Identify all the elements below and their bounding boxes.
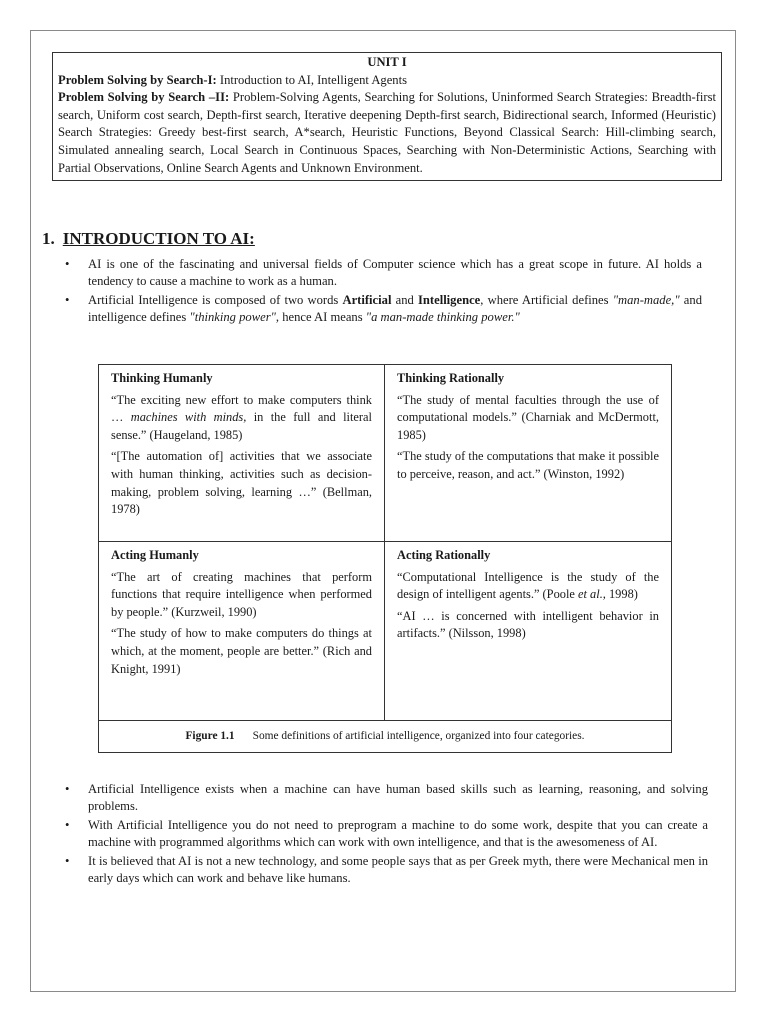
ai-facts-bullet-list [62, 781, 708, 888]
list-item [62, 817, 708, 852]
definition-quote: “The study of how to make computers do things at which, at the moment, people are better.” (Rich and Knight, 1991) [111, 626, 372, 676]
list-item [62, 256, 702, 291]
syllabus-topics-1: Introduction to AI, Intelligent Agents [219, 72, 408, 87]
definition-quote [111, 392, 372, 445]
bullet-text: Artificial Intelligence exists when a machine can have human based skills such as learning, reasoning, and solving problems. [88, 782, 708, 814]
syllabus-heading-1: Problem Solving by Search-I: [58, 72, 217, 87]
cell-title: Acting Rationally [397, 548, 491, 562]
thinking-humanly-cell [99, 365, 385, 542]
bullet-text [88, 293, 702, 324]
section-heading [42, 228, 255, 250]
thinking-rationally-cell [385, 365, 671, 542]
text-run: , where Artificial defines [480, 292, 613, 307]
text-run: 1998) [605, 587, 638, 602]
italic-text: et al., [578, 587, 606, 602]
list-item [62, 853, 708, 888]
cell-title: Thinking Humanly [111, 371, 213, 385]
text-run: and [391, 292, 418, 307]
italic-quote: "a man-made thinking power." [365, 310, 520, 325]
bullet-icon: • [65, 853, 70, 868]
section-title: INTRODUCTION TO AI: [62, 229, 255, 248]
italic-text: machines with minds, [130, 410, 247, 425]
list-item [62, 292, 702, 327]
definition-quote: “AI … is concerned with intelligent behavior in artifacts.” (Nilsson, 1998) [397, 608, 659, 641]
bullet-text: With Artificial Intelligence you do not need to preprogram a machine to do some work, despite that you can create a machine with programmed algorithms which can work with own intelligence, and that is the awesomeness of AI. [88, 817, 708, 850]
syllabus-heading-2: Problem Solving by Search –II: [58, 90, 230, 105]
syllabus-line-2 [58, 89, 716, 177]
bullet-icon: • [65, 257, 70, 271]
text-run: “Computational Intelligence is the study of the design of intelligent agents.” (Poole [397, 569, 659, 602]
acting-rationally-cell [385, 542, 671, 720]
definition-quote: “The art of creating machines that perform functions that require intelligence when performed by people.” (Kurzweil, 1990) [111, 569, 372, 619]
bullet-text: It is believed that AI is not a new technology, and some people says that as per Greek myth, there were Mechanical men in early days which can work and behave like humans. [88, 853, 708, 886]
definition-quote: “[The automation of] activities that we associate with human thinking, activities such as decision-making, problem solving, learning …” (Bellman, 1978) [111, 449, 372, 517]
italic-quote: "thinking power" [189, 310, 276, 325]
definition-quote: “The study of the computations that make it possible to perceive, reason, and act.” (Winston, 1992) [397, 449, 659, 481]
bullet-icon: • [65, 782, 70, 796]
text-run: , hence AI means [275, 310, 366, 325]
text-run: and intelligence defines [88, 292, 702, 325]
bullet-text: AI is one of the fascinating and universal fields of Computer science which has a great scope in future. AI holds a tendency to cause a machine to work as a human. [88, 257, 702, 289]
caption-label: Figure 1.1 [185, 730, 235, 742]
definition-quote [397, 569, 659, 604]
cell-title: Acting Humanly [111, 548, 199, 562]
bold-term: Intelligence [418, 292, 481, 307]
acting-humanly-cell [99, 542, 385, 720]
text-run: Artificial Intelligence is composed of two words [88, 292, 343, 307]
cell-title: Thinking Rationally [397, 371, 505, 385]
caption-text: Some definitions of artificial intelligence, organized into four categories. [252, 730, 585, 742]
figure-caption [99, 720, 671, 752]
intro-bullet-list [62, 256, 702, 328]
text-run: “The exciting new effort to make computers think … [111, 392, 372, 425]
definitions-grid [99, 365, 671, 720]
list-item [62, 781, 708, 816]
unit-title: UNIT I [367, 55, 407, 69]
bullet-icon: • [65, 292, 70, 307]
bold-term: Artificial [342, 292, 392, 307]
section-number: 1. [42, 229, 55, 248]
syllabus-line-1 [58, 72, 716, 90]
text-run: in the full and literal sense.” (Haugeland, 1985) [111, 410, 372, 442]
italic-quote: "man-made," [612, 292, 680, 307]
bullet-icon: • [65, 817, 70, 832]
syllabus-box [52, 52, 722, 181]
ai-definitions-figure [98, 364, 672, 753]
syllabus-topics-2: Problem-Solving Agents, Searching for Solutions, Uninformed Search Strategies: Breadth-first search, Uniform cost search, Depth-first search, Iterative deepening Depth-first search, Bidirectional search, Informed (Heuristic) Search Strategies: Greedy best-first search, A*search, Heuristic Functions, Beyond Classical Search: Hill-climbing search, Simulated annealing search, Local Search in Continuous Spaces, Searching with Non-Deterministic Actions, Searching with Partial Observations, Online Search Agents and Unknown Environment. [58, 90, 716, 175]
definition-quote: “The study of mental faculties through the use of computational models.” (Charniak and McDermott, 1985) [397, 392, 659, 442]
